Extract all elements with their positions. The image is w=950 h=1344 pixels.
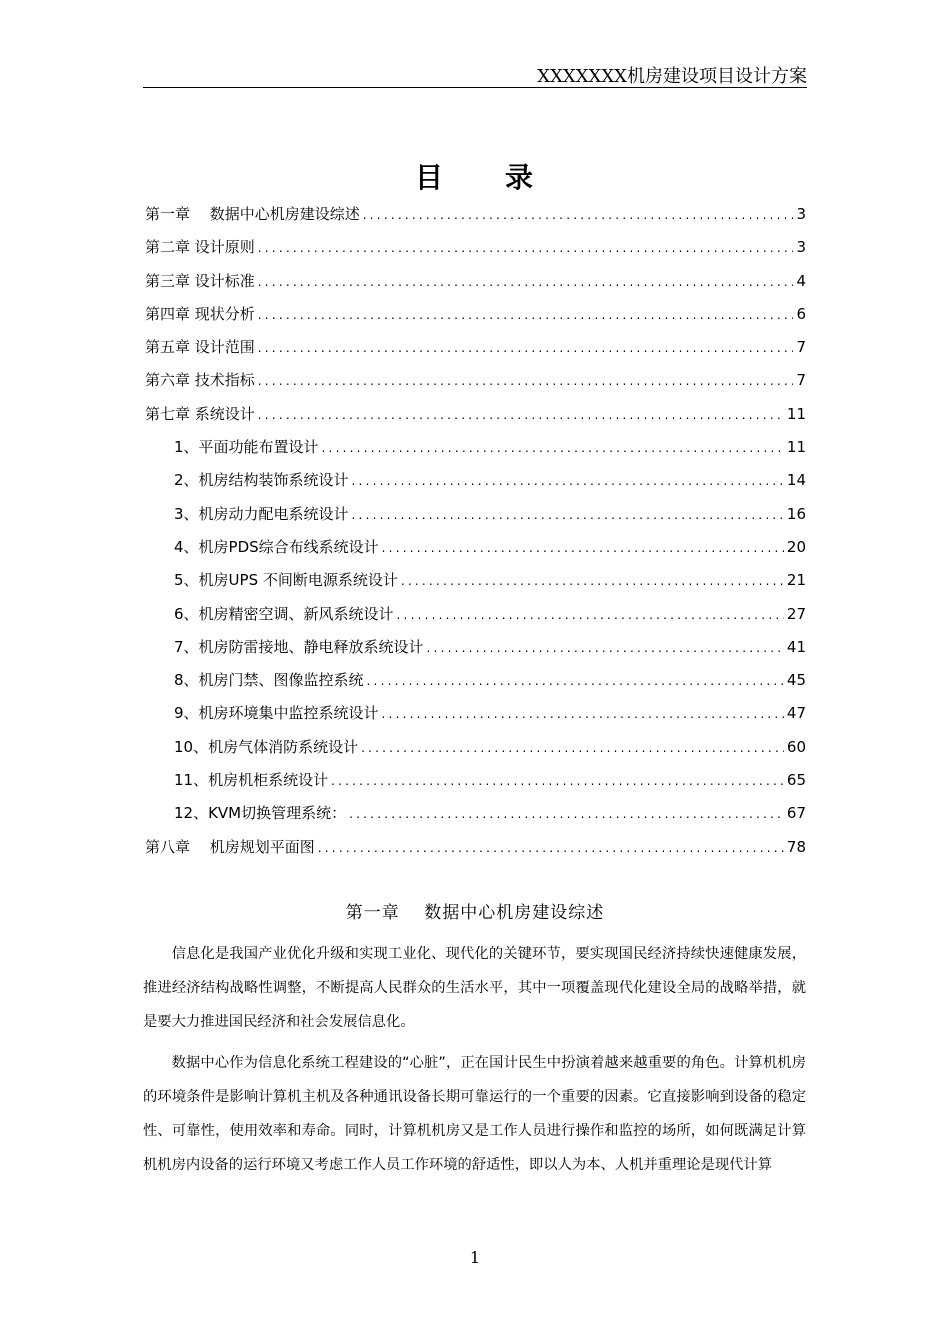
toc-entry[interactable]	[145, 797, 806, 830]
toc-entry[interactable]	[145, 564, 806, 597]
toc-leader-dots	[367, 665, 784, 698]
toc-leader-dots	[322, 432, 784, 465]
toc-entry[interactable]	[145, 498, 806, 531]
toc-entry[interactable]	[145, 331, 806, 364]
toc-entry-label: 8、机房门禁、图像监控系统	[174, 671, 364, 690]
toc-entry-page: 47	[786, 704, 806, 723]
toc-title-right: 录	[505, 161, 536, 194]
toc-entry-label: 5、机房UPS 不间断电源系统设计	[174, 571, 398, 590]
toc-entry-page: 27	[786, 604, 806, 623]
toc-entry-page: 21	[786, 571, 806, 590]
body-paragraph: 数据中心作为信息化系统工程建设的“心脏”，正在国计民生中扮演着越来越重要的角色。计算机机房的环境条件是影响计算机主机及各种通讯设备长期可靠运行的一个重要的因素。它直接影响到设备的稳定性、可靠性，使用效率和寿命。同时，计算机机房又是工作人员进行操作和监控的场所，如何既满足计算机机房内设备的运行环境又考虑工作人员工作环境的舒适性，即以人为本、人机并重理论是现代计算	[143, 1054, 806, 1174]
section-body	[143, 937, 806, 1188]
toc-entry-page: 11	[786, 404, 806, 423]
toc-entry[interactable]	[145, 697, 806, 730]
toc-leader-dots	[352, 465, 784, 498]
toc-entry-label: 12、KVM切换管理系统：	[174, 804, 347, 823]
header-divider	[143, 87, 807, 88]
table-of-contents	[145, 198, 806, 864]
toc-entry-page: 65	[786, 771, 806, 790]
toc-entry-page: 6	[796, 304, 806, 323]
toc-entry-page: 78	[786, 837, 806, 856]
toc-leader-dots	[258, 232, 794, 265]
toc-leader-dots	[258, 332, 794, 365]
toc-leader-dots	[331, 765, 784, 798]
toc-entry-label: 10、机房气体消防系统设计	[174, 737, 359, 756]
toc-entry-label: 2、机房结构装饰系统设计	[174, 471, 349, 490]
page-header: XXXXXXX机房建设项目设计方案	[537, 66, 807, 87]
toc-title	[0, 156, 950, 196]
toc-entry[interactable]	[145, 464, 806, 497]
toc-entry-page: 20	[786, 537, 806, 556]
toc-entry[interactable]	[145, 764, 806, 797]
toc-entry-label: 第八章 机房规划平面图	[145, 837, 315, 856]
toc-entry-label: 第六章 技术指标	[145, 371, 255, 390]
toc-leader-dots	[258, 365, 794, 398]
toc-entry-label: 9、机房环境集中监控系统设计	[174, 704, 379, 723]
toc-leader-dots	[258, 399, 784, 432]
toc-entry-page: 60	[786, 737, 806, 756]
toc-entry-label: 11、机房机柜系统设计	[174, 771, 329, 790]
toc-entry[interactable]	[145, 598, 806, 631]
toc-entry[interactable]	[145, 531, 806, 564]
toc-entry[interactable]	[145, 364, 806, 397]
toc-entry-label: 6、机房精密空调、新风系统设计	[174, 604, 394, 623]
toc-entry-label: 4、机房PDS综合布线系统设计	[174, 537, 379, 556]
toc-entry[interactable]	[145, 631, 806, 664]
toc-entry-page: 14	[786, 471, 806, 490]
toc-entry-label: 第一章 数据中心机房建设综述	[145, 205, 360, 223]
toc-leader-dots	[258, 299, 794, 332]
body-paragraph: 信息化是我国产业优化升级和实现工业化、现代化的关键环节，要实现国民经济持续快速健康发展，推进经济结构战略性调整，不断提高人民群众的生活水平，其中一项覆盖现代化建设全局的战略举措，就是要大力推进国民经济和社会发展信息化。	[143, 946, 806, 1031]
toc-entry-page: 7	[796, 371, 806, 390]
toc-entry-label: 第七章 系统设计	[145, 404, 255, 423]
toc-entry[interactable]	[145, 198, 806, 231]
toc-leader-dots	[401, 565, 784, 598]
toc-leader-dots	[397, 599, 784, 632]
toc-title-left: 目	[414, 161, 445, 194]
toc-entry-page: 7	[796, 338, 806, 357]
toc-entry-page: 41	[786, 637, 806, 656]
toc-entry-page: 4	[796, 271, 806, 290]
toc-entry[interactable]	[145, 398, 806, 431]
toc-leader-dots	[349, 798, 784, 831]
toc-entry-label: 第四章 现状分析	[145, 304, 255, 323]
toc-entry-page: 11	[786, 438, 806, 457]
toc-entry[interactable]	[145, 831, 806, 864]
toc-leader-dots	[382, 698, 784, 731]
toc-leader-dots	[258, 266, 794, 299]
toc-leader-dots	[361, 732, 784, 765]
toc-entry-label: 3、机房动力配电系统设计	[174, 504, 349, 523]
toc-leader-dots	[427, 632, 784, 665]
toc-entry-page: 3	[796, 205, 806, 223]
toc-entry-label: 第三章 设计标准	[145, 271, 255, 290]
toc-entry-label: 第五章 设计范围	[145, 338, 255, 357]
toc-entry-page: 45	[786, 671, 806, 690]
toc-entry-page: 3	[796, 238, 806, 257]
toc-leader-dots	[382, 532, 784, 565]
toc-entry[interactable]	[145, 664, 806, 697]
toc-entry-label: 1、平面功能布置设计	[174, 438, 319, 457]
toc-entry[interactable]	[145, 231, 806, 264]
toc-entry[interactable]	[145, 731, 806, 764]
toc-entry[interactable]	[145, 431, 806, 464]
page-number: 1	[469, 1248, 481, 1267]
toc-entry-page: 16	[786, 504, 806, 523]
toc-entry-label: 第二章 设计原则	[145, 238, 255, 257]
section-heading: 第一章 数据中心机房建设综述	[345, 903, 605, 923]
toc-entry[interactable]	[145, 298, 806, 331]
toc-entry-page: 67	[786, 804, 806, 823]
toc-leader-dots	[352, 499, 784, 532]
toc-entry[interactable]	[145, 265, 806, 298]
toc-entry-label: 7、机房防雷接地、静电释放系统设计	[174, 637, 424, 656]
toc-leader-dots	[318, 832, 784, 865]
toc-leader-dots	[363, 199, 794, 232]
